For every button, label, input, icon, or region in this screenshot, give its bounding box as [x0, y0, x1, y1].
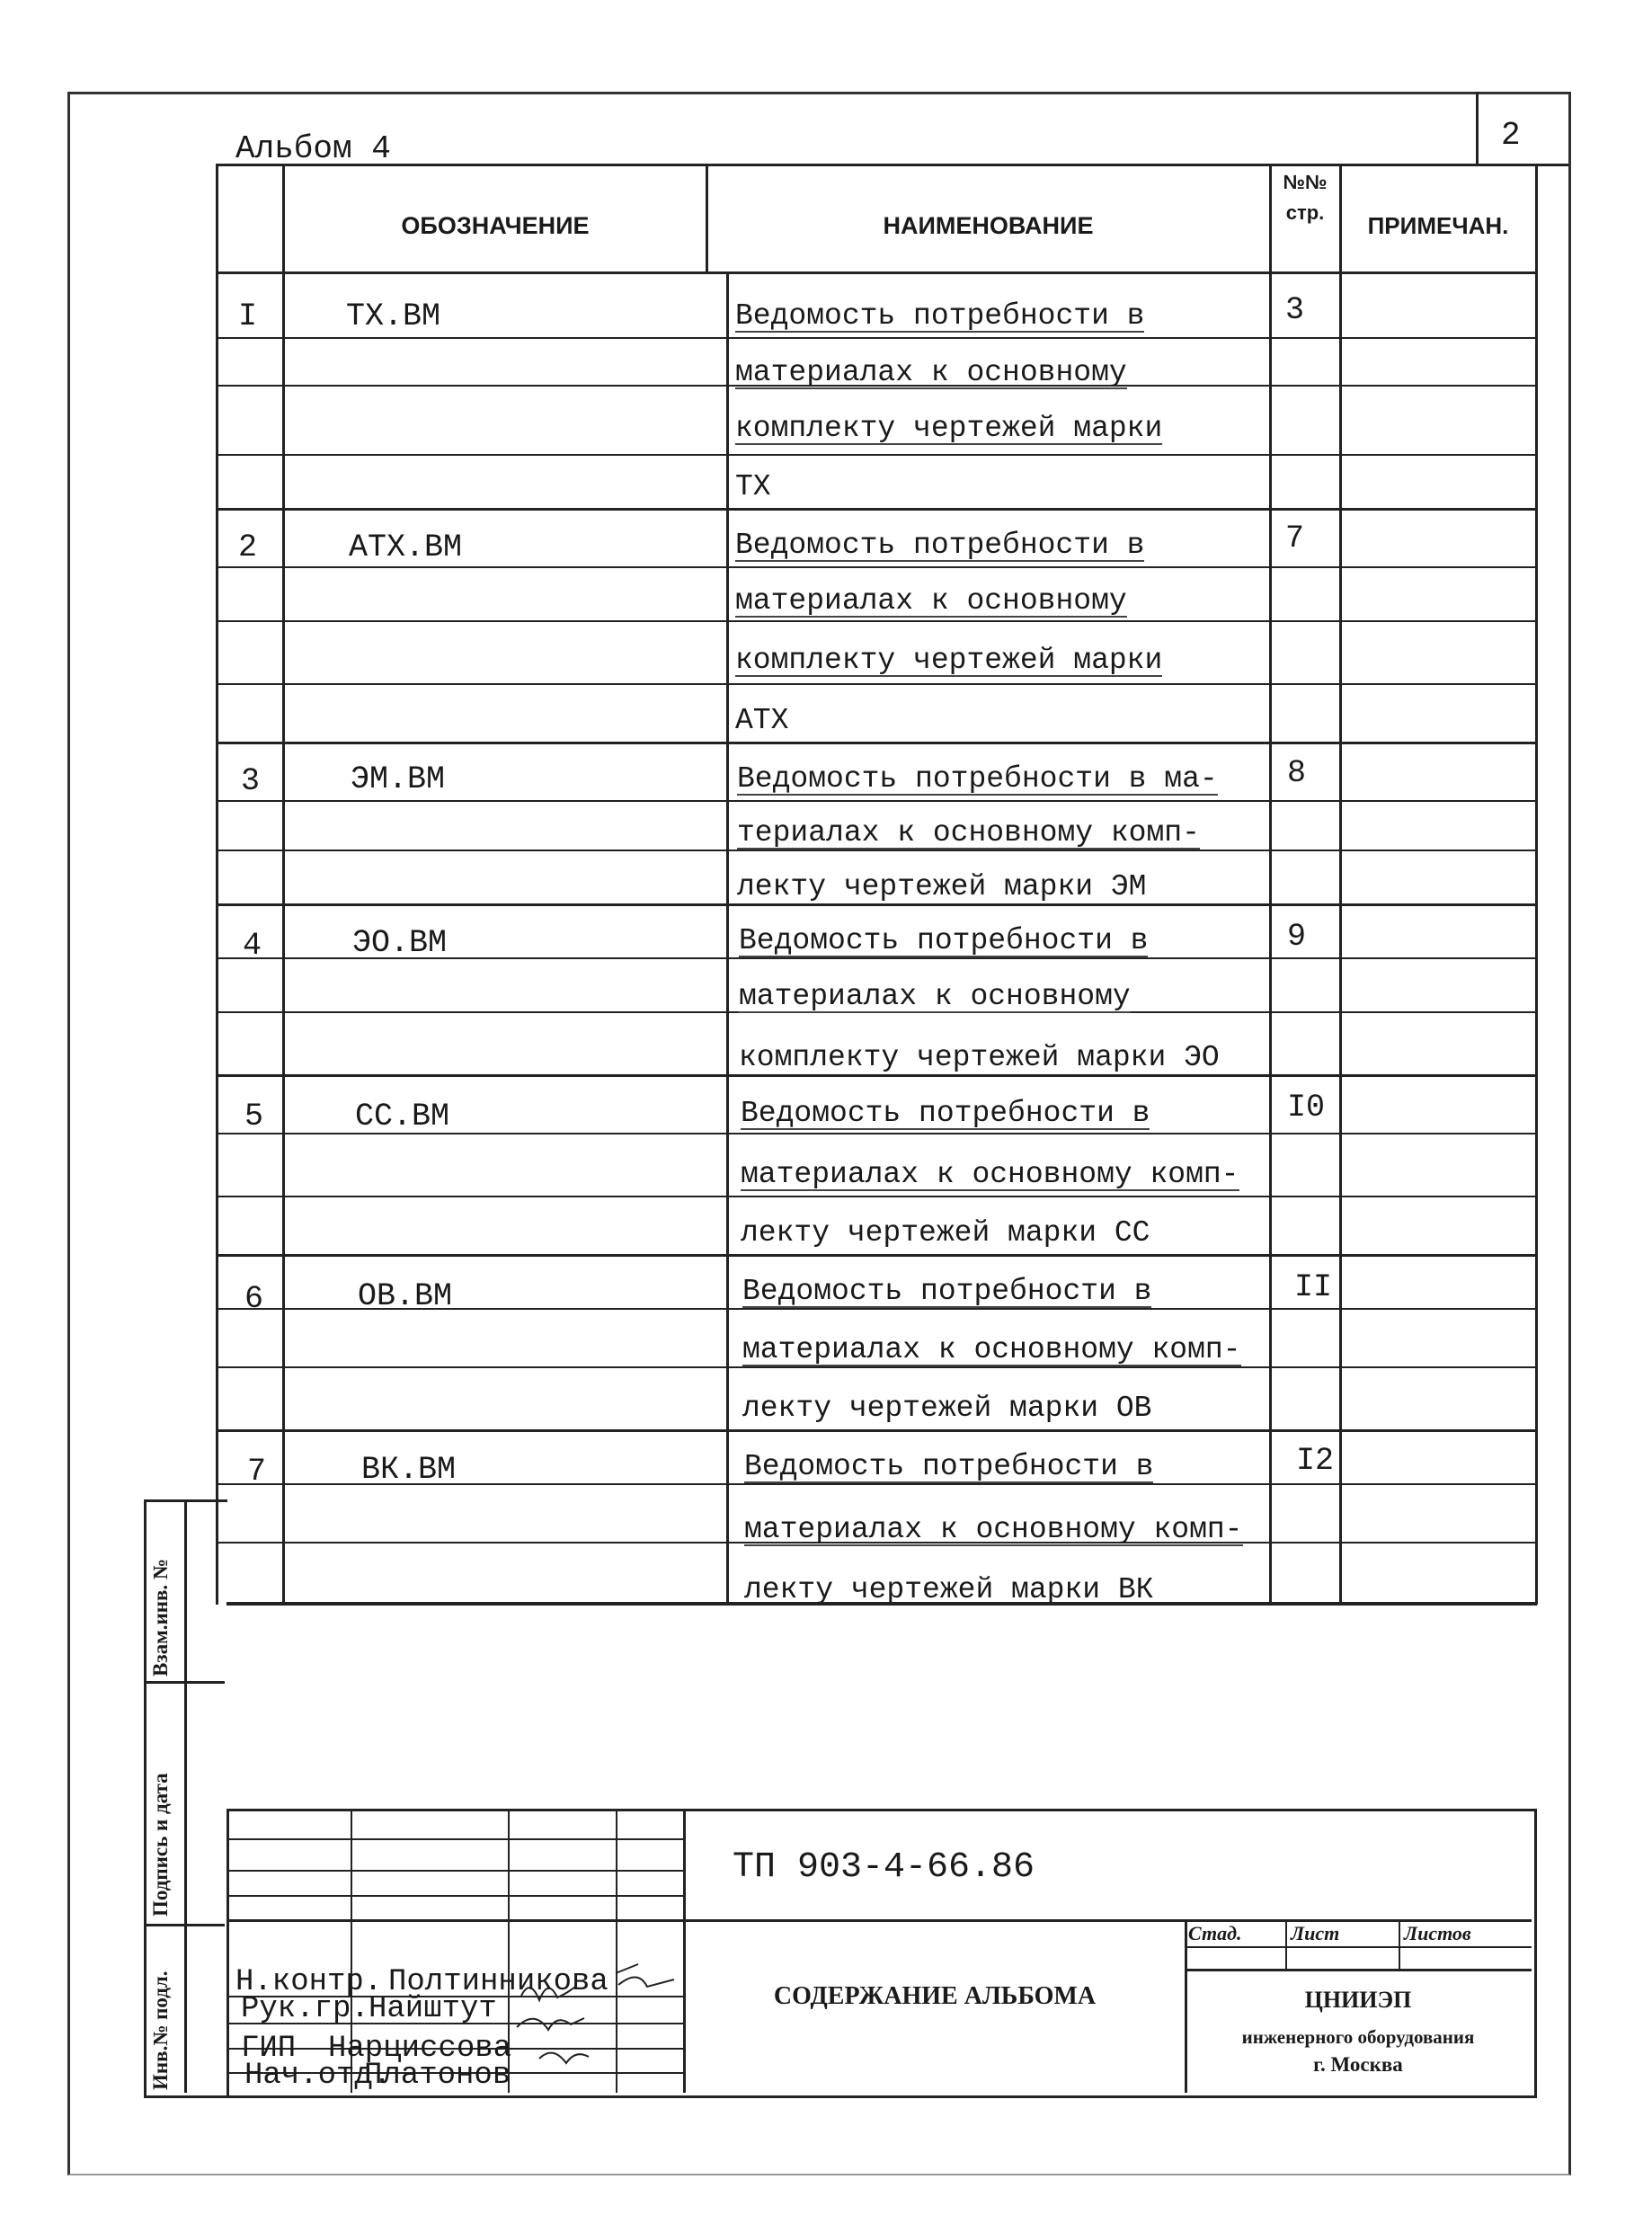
row-number: 5 — [244, 1099, 264, 1134]
row-name-line: материалах к основному комп- — [744, 1513, 1243, 1546]
row-name-line: комплекту чертежей марки ЭО — [739, 1041, 1220, 1074]
row-number: 4 — [243, 928, 262, 964]
row-number: 3 — [241, 763, 261, 799]
stage-label: Стад. — [1188, 1922, 1242, 1944]
row-name-line: материалах к основному комп- — [742, 1333, 1241, 1366]
row-name-line: лекту чертежей марки ВК — [744, 1573, 1154, 1606]
row-name-line: Ведомость потребности в — [739, 924, 1149, 957]
album-label: Альбом 4 — [235, 130, 391, 167]
row-page: 7 — [1285, 520, 1305, 556]
row-code: ЭМ.ВМ — [351, 761, 446, 797]
signer-name: Нарциссова — [328, 2032, 512, 2066]
row-name-line: материалах к основному — [735, 356, 1127, 389]
row-name-line: комплекту чертежей марки — [735, 644, 1163, 677]
row-name-line: материалах к основному — [735, 584, 1127, 618]
signer-role: ГИП — [241, 2032, 297, 2066]
header-notes: ПРИМЕЧАН. — [1367, 212, 1509, 239]
row-name-line: материалах к основному комп- — [741, 1158, 1239, 1191]
row-name-line: ТХ — [735, 470, 771, 503]
row-name-line: комплекту чертежей марки — [735, 412, 1163, 445]
row-name-line: Ведомость потребности в — [742, 1275, 1152, 1308]
row-name-line: материалах к основному — [739, 980, 1131, 1013]
row-code: СС.ВМ — [355, 1099, 450, 1134]
page-number: 2 — [1501, 117, 1521, 154]
row-name-line: териалах к основному комп- — [737, 816, 1200, 850]
org-line-1: ЦНИИЭП — [1304, 1987, 1412, 2013]
signer-name: Найштут — [369, 1992, 497, 2026]
signer-name: Полтинникова — [388, 1965, 608, 1999]
signature-marks — [503, 1960, 683, 2086]
row-number: 7 — [247, 1454, 267, 1490]
row-page: I2 — [1296, 1443, 1335, 1479]
row-code: ВК.ВМ — [361, 1452, 457, 1488]
row-number: 2 — [238, 529, 258, 565]
org-line-3: г. Москва — [1313, 2053, 1403, 2076]
row-page: 8 — [1287, 755, 1307, 791]
row-name-line: лекту чертежей марки ЭМ — [737, 870, 1147, 903]
row-name-line: Ведомость потребности в — [735, 299, 1145, 333]
sheets-label: Листов — [1404, 1922, 1471, 1944]
row-page: II — [1294, 1269, 1333, 1305]
sheet-label: Лист — [1291, 1922, 1340, 1944]
row-name-line: лекту чертежей марки СС — [741, 1216, 1150, 1250]
row-page: 3 — [1285, 292, 1305, 328]
inv-no-orig-label: Инв.№ подл. — [149, 1971, 172, 2090]
inv-no-label: Взам.инв. № — [149, 1558, 172, 1677]
signature-date-label: Подпись и дата — [149, 1773, 172, 1917]
row-page: 9 — [1287, 919, 1307, 955]
row-code: ОВ.ВМ — [358, 1278, 453, 1314]
row-name-line: Ведомость потребности в — [741, 1097, 1150, 1130]
row-number: 6 — [244, 1281, 264, 1317]
row-name-line: Ведомость потребности в ма- — [737, 762, 1218, 796]
signer-role: Нач.отд. — [244, 2059, 392, 2093]
row-name-line: Ведомость потребности в — [735, 529, 1145, 562]
page-number-box — [1476, 92, 1568, 166]
header-name: НАИМЕНОВАНИЕ — [883, 212, 1094, 239]
row-code: ЭО.ВМ — [352, 925, 448, 961]
row-name-line: Ведомость потребности в — [744, 1450, 1154, 1483]
document-title: СОДЕРЖАНИЕ АЛЬБОМА — [773, 1982, 1097, 2010]
header-designation: ОБОЗНАЧЕНИЕ — [401, 212, 590, 239]
row-number: I — [238, 298, 258, 334]
signer-name: Платонов — [364, 2059, 511, 2093]
header-pages: №№ стр. — [1283, 171, 1328, 224]
row-code: ТХ.ВМ — [346, 298, 441, 334]
row-name-line: АТХ — [735, 704, 789, 737]
signer-role: Рук.гр. — [241, 1992, 369, 2026]
row-code: АТХ.ВМ — [349, 529, 463, 565]
row-name-line: лекту чертежей марки ОВ — [742, 1392, 1152, 1425]
document-code: ТП 903-4-66.86 — [733, 1847, 1035, 1888]
org-line-2: инженерного оборудования — [1241, 2026, 1475, 2048]
row-page: I0 — [1287, 1090, 1326, 1125]
signer-role: Н.контр. — [235, 1965, 383, 1999]
